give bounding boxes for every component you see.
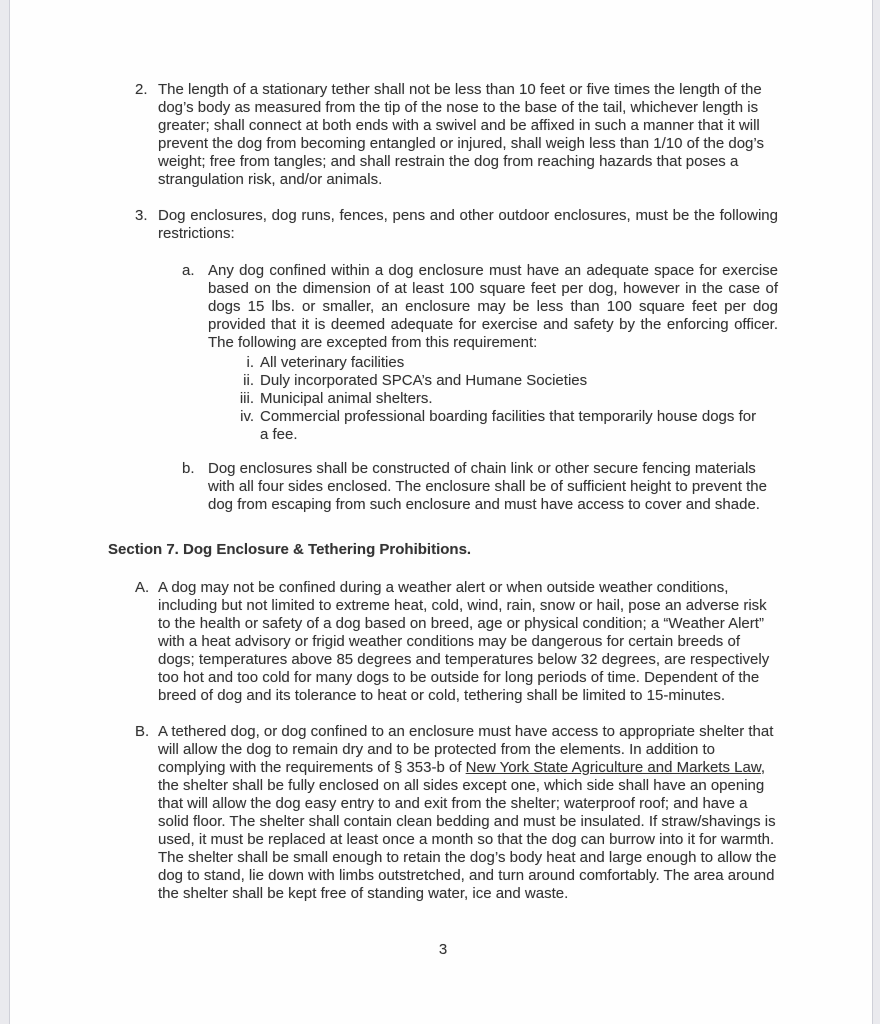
roman-item-iv-marker: iv. — [240, 408, 254, 425]
list-item-B-text-before: A tethered dog, or dog confined to an enclosure must have access to appropriate shelter that will allow the dog to remain dry and to be protected from the elements. In addition to complying with the requirements of § 353-b of — [158, 723, 774, 776]
roman-item-ii-marker: ii. — [243, 372, 254, 389]
list-item-b-text: Dog enclosures shall be constructed of chain link or other secure fencing materials with all four sides enclosed. The enclosure shall be of sufficient height to prevent the dog from escaping from such enclosure and must have access to cover and shade. — [208, 460, 767, 513]
list-item-b-marker: b. — [182, 460, 195, 477]
roman-item-ii-text: Duly incorporated SPCA’s and Humane Societies — [260, 372, 588, 389]
law-reference-link: New York State Agriculture and Markets Law — [465, 759, 761, 776]
list-item-2-text: The length of a stationary tether shall not be less than 10 feet or five times the length of the dog’s body as measured from the tip of the nose to the base of the tail, whichever length is greater; shall connect at both ends with a swivel and be affixed in such a manner that it will prevent the dog from becoming entangled or injured, shall weigh less than 1/10 of the dog’s weight; free from tangles; and shall restrain the dog from reaching hazards that poses a strangulation risk, and/or animals. — [158, 81, 764, 188]
page-number: 3 — [438, 941, 448, 958]
document-page — [10, 0, 872, 1024]
roman-item-ii — [232, 372, 778, 390]
roman-item-iii — [232, 390, 778, 408]
list-item-B — [135, 723, 778, 903]
list-item-2 — [135, 81, 778, 189]
roman-item-iv — [232, 408, 778, 444]
list-item-a-text: Any dog confined within a dog enclosure must have an adequate space for exercise based on the dimension of at least 100 square feet per dog, however in the case of dogs 15 lbs. or smaller, an enclosure may be less than 100 square feet per dog provided that it is deemed adequate for exercise and safety by the enforcing officer. The following are excepted from this requirement: — [208, 262, 778, 351]
section-heading: Section 7. Dog Enclosure & Tethering Prohibitions. — [108, 541, 472, 558]
list-item-2-marker: 2. — [135, 81, 148, 98]
roman-item-i-text: All veterinary facilities — [260, 354, 405, 371]
roman-item-iv-text: Commercial professional boarding facilities that temporarily house dogs for a fee. — [260, 408, 757, 443]
roman-item-iii-marker: iii. — [239, 390, 254, 407]
list-item-a — [182, 262, 778, 352]
list-item-a-marker: a. — [182, 262, 195, 279]
list-item-A-text: A dog may not be confined during a weather alert or when outside weather conditions, including but not limited to extreme heat, cold, wind, rain, snow or hail, pose an adverse risk to the health or safety of a dog based on breed, age or physical condition; a “Weather Alert” with a heat advisory or frigid weather conditions may be dangerous for certain breeds of dogs; temperatures above 85 degrees and temperatures below 32 degrees, are respectively too hot and too cold for many dogs to be outside for long periods of time. Dependent of the breed of dog and its tolerance to heat or cold, tethering shall be limited to 15-minutes. — [158, 579, 770, 704]
list-item-B-text-after: , the shelter shall be fully enclosed on all sides except one, which side shall have an opening that will allow the dog easy entry to and exit from the shelter; waterproof roof; and have a solid floor. The shelter shall contain clean bedding and must be insulated. If straw/shavings is used, it must be replaced at least once a month so that the dog can burrow into it for warmth. The shelter shall be small enough to retain the dog’s body heat and large enough to allow the dog to stand, lie down with limbs outstretched, and turn around comfortably. The area around the shelter shall be kept free of standing water, ice and waste. — [158, 759, 777, 902]
roman-item-i — [232, 354, 778, 372]
page-edge-right — [872, 0, 880, 1024]
list-item-A — [135, 579, 778, 705]
list-item-B-marker: B. — [135, 723, 150, 740]
list-item-3-marker: 3. — [135, 207, 148, 224]
list-item-b — [182, 460, 778, 514]
roman-sublist — [108, 354, 778, 444]
list-item-A-marker: A. — [135, 579, 150, 596]
list-item-3 — [135, 207, 778, 243]
list-item-B-text — [158, 723, 778, 903]
roman-item-i-marker: i. — [246, 354, 254, 371]
list-item-3-text: Dog enclosures, dog runs, fences, pens and other outdoor enclosures, must be the following restrictions: — [158, 207, 778, 242]
page-edge-left — [0, 0, 10, 1024]
roman-item-iii-text: Municipal animal shelters. — [260, 390, 433, 407]
